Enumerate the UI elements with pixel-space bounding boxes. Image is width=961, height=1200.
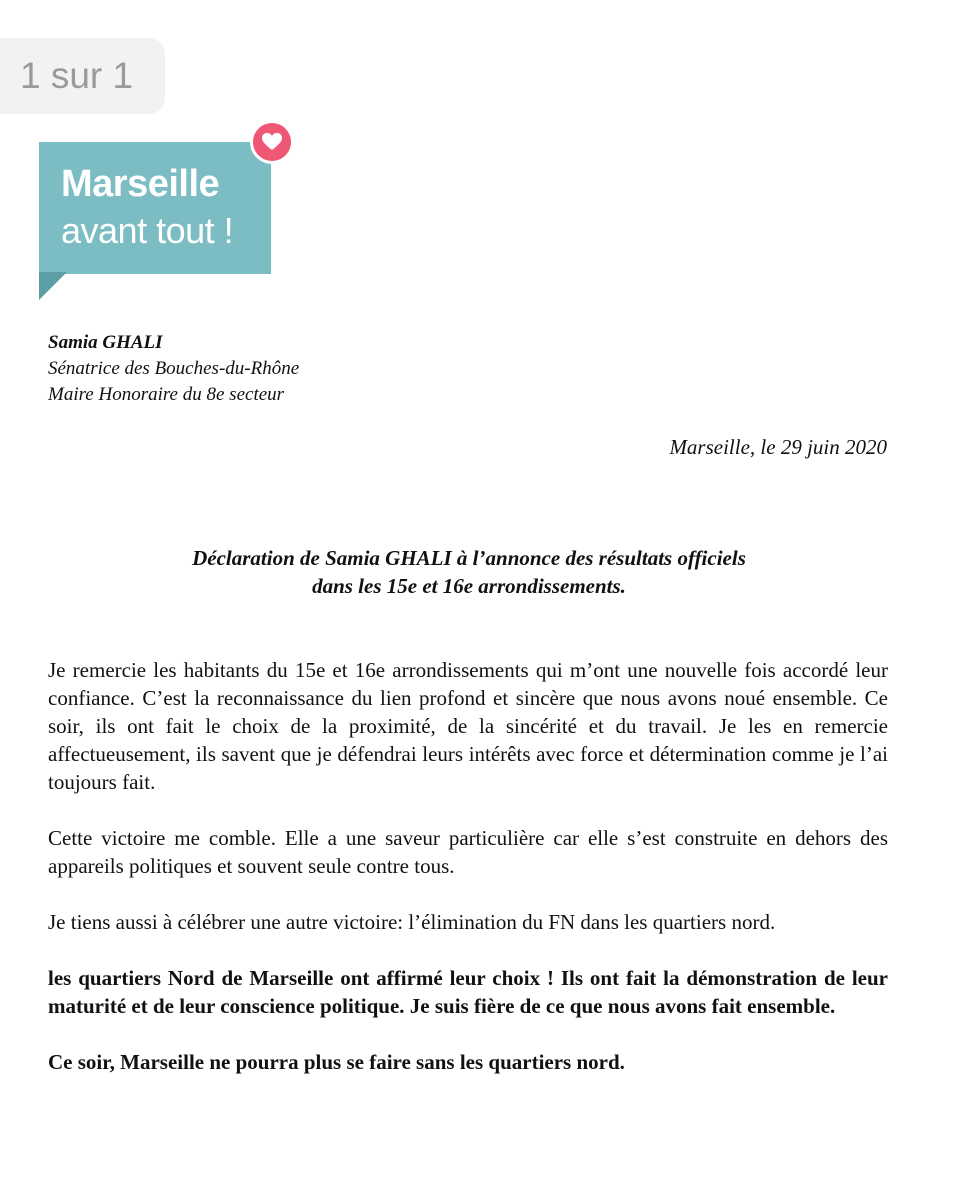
paragraph-victory: Cette victoire me comble. Elle a une saveur particulière car elle s’est construite en dehors des appareils politiques et souvent seule contre tous. (48, 826, 888, 878)
logo-speech-tail (39, 272, 67, 300)
paragraph-quartiers-nord: les quartiers Nord de Marseille ont affirmé leur choix ! Ils ont fait la démonstration de leur maturité et de leur conscience politique. Je suis fière de ce que nous avons fait ensemble. (48, 966, 888, 1018)
date-line: Marseille, le 29 juin 2020 (669, 435, 887, 459)
sender-block (48, 330, 299, 408)
sender-name: Samia GHALI (48, 332, 163, 353)
logo-box (39, 142, 271, 274)
logo-text-line2: avant tout ! (61, 210, 234, 251)
declaration-body (48, 656, 888, 1104)
paragraph-fn-elimination: Je tiens aussi à célébrer une autre victoire: l’élimination du FN dans les quartiers nord. (48, 910, 776, 934)
sender-title-senator: Sénatrice des Bouches-du-Rhône (48, 358, 300, 379)
paragraph-thanks: Je remercie les habitants du 15e et 16e arrondissements qui m’ont une nouvelle fois accordé leur confiance. C’est la reconnaissance du lien profond et sincère que nous avons noué ensemble. Ce soir, ils ont fait le choix de la proximité, de la sincérité et du travail. Je les en remercie affectueusement, ils savent que je défendrai leurs intérêts avec force et détermination comme je l’ai toujours fait. (48, 658, 888, 794)
declaration-title (48, 544, 890, 600)
heart-icon (250, 120, 294, 164)
logo-text-line1: Marseille (61, 163, 220, 205)
logo (39, 120, 299, 305)
sender-title-mayor: Maire Honoraire du 8e secteur (48, 384, 285, 405)
title-line2: dans les 15e et 16e arrondissements. (312, 574, 626, 598)
page-indicator: 1 sur 1 (0, 38, 165, 114)
title-line1: Déclaration de Samia GHALI à l’annonce des résultats officiels (192, 546, 746, 570)
paragraph-closing: Ce soir, Marseille ne pourra plus se faire sans les quartiers nord. (48, 1050, 625, 1074)
